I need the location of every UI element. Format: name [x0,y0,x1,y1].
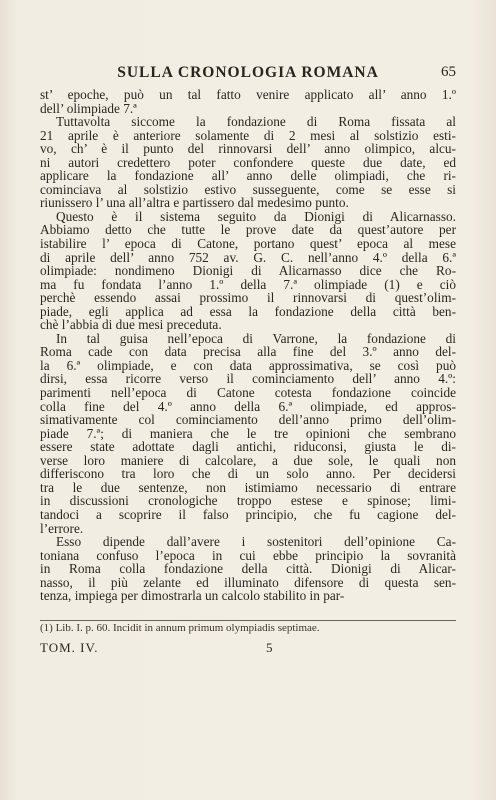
text-line: applicare la fondazione all’ anno delle olimpiadi, che ri- [40,168,456,184]
text-line: ni autori credettero poter confondere queste due date, ed [40,154,456,170]
footnote-rule [40,620,456,621]
signature-line [40,640,456,658]
text-line: colla fine del 4.º anno della 6.ª olimpiade, ed appros- [40,398,456,414]
text-line: Esso dipende dall’avere i sostenitori dell’opinione Ca- [56,534,456,550]
text-line: differiscono tra loro che di un solo anno. Per decidersi [40,466,456,482]
text-line: riunissero l’ una all’altra e partissero dal medesimo punto. [40,195,349,211]
text-line: nasso, il più zelante ed illuminato difensore di questa sen- [40,574,456,590]
text-line: in discussioni cronologiche troppo estese e spinose; limi- [40,493,456,509]
text-line: piade 7.ª; di maniera che le tre opinioni che sembrano [40,425,456,441]
text-line: verse loro maniere di calcolare, a due sole, le quali non [40,452,456,468]
running-title: SULLA CRONOLOGIA ROMANA [117,64,379,81]
text-line: In tal guisa nell’epoca di Varrone, la fondazione di [56,330,456,346]
text-line: piade, egli applica ad essa la fondazione della città ben- [40,303,456,319]
page-header [40,64,456,86]
gathering-mark: 5 [266,640,273,655]
text-line: dirsi, essa ricorre verso il cominciamento dell’ anno 4.º: [40,371,456,387]
text-line: dell’ olimpiade 7.ª [40,100,137,116]
text-line: 21 aprile è anteriore solamente di 2 mesi al solstizio esti- [40,127,456,143]
text-line: Abbiamo detto che tutte le prove date da quest’autore per [40,222,456,238]
text-line: cominciava al solstizio estivo susseguente, come se esse si [40,181,456,197]
volume-mark: TOM. IV. [40,640,99,655]
body-text [40,88,456,603]
text-line: essere state adottate dagli antichi, riduconsi, giusta le di- [40,439,456,455]
text-line: st’ epoche, può un tal fatto venire applicato all’ anno 1.º [40,87,456,102]
text-line: toniana confuso l’epoca in cui ebbe principio la sovranità [40,547,456,563]
text-line: ma fu fondata l’anno 1.º della 7.ª olimpiade (1) e ciò [40,276,456,292]
text-line: chè l’abbia di due mesi preceduta. [40,317,222,333]
text-line: Roma cade con data precisa alla fine del 3.º anno del- [40,344,456,360]
text-line: la 6.ª olimpiade, e con data approssimativa, se così può [40,357,456,373]
text-line: istabilire l’ epoca di Catone, portano quest’ epoca al mese [40,236,456,252]
text-line: di aprile dell’ anno 752 av. G. C. nell’anno 4.º della 6.ª [40,249,456,265]
text-line: Questo è il sistema seguito da Dionigi di Alicarnasso. [56,208,456,224]
text-line: parimenti nell’epoca di Catone cotesta fondazione coincide [40,385,456,401]
text-line: tenza, impiega per dimostrarla un calcolo stabilito in par- [40,588,345,604]
text-line: tra le due sentenze, non istimiamo necessario di entrare [40,479,456,495]
text-line: tandoci a scoprire il falso principio, che fu cagione del- [40,506,456,522]
text-line: Tuttavolta siccome la fondazione di Roma fissata al [56,114,456,130]
text-line: perchè essendo assai prossimo il rinnovarsi di quest’olim- [40,290,456,306]
text-line: olimpiade: nondimeno Dionigi di Alicarnasso dice che Ro- [40,263,456,279]
text-line: l’errore. [40,520,84,536]
footnote: (1) Lib. I. p. 60. Incidit in annum primum olympiadis septimae. [40,622,320,634]
text-line: simativamente col cominciamento dell’anno primo dell’olim- [40,412,456,428]
text-line: vo, ch’ è il punto del rinnovarsi dell’ anno olimpico, alcu- [40,141,456,157]
text-line: in Roma colla fondazione della città. Dionigi di Alicar- [40,561,456,577]
page-number: 65 [441,64,456,80]
